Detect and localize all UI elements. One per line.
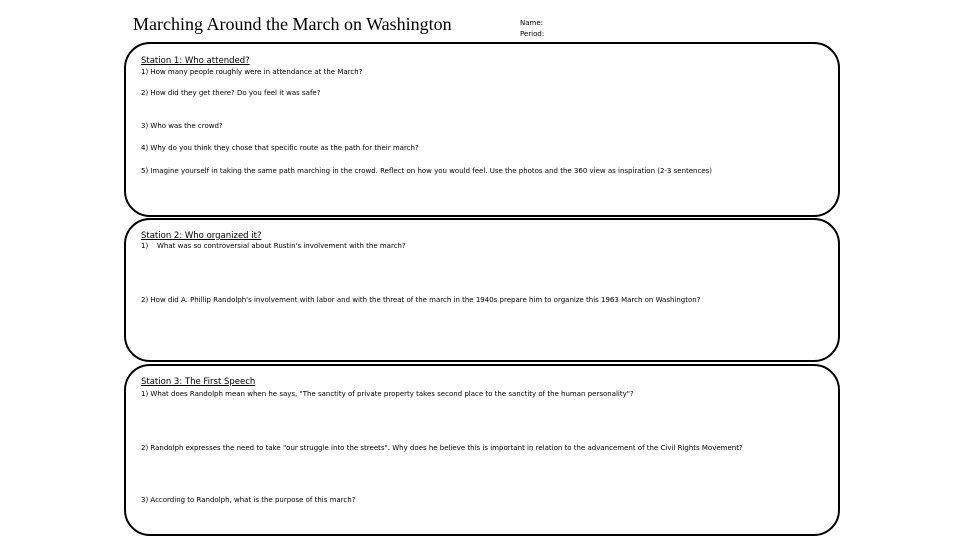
station-2-question-2: 2) How did A. Phillip Randolph's involvement with labor and with the threat of the march in the 1940s prepare him to organize this 1963 March on Washington? — [141, 296, 701, 304]
station-1-heading: Station 1: Who attended? — [141, 56, 250, 66]
station-1-question-2: 2) How did they get there? Do you feel it was safe? — [141, 89, 321, 97]
station-3-box — [124, 364, 840, 536]
worksheet-title: Marching Around the March on Washington — [133, 14, 452, 34]
period-label: Period: — [520, 30, 545, 38]
station-3-question-3: 3) According to Randolph, what is the purpose of this march? — [141, 496, 356, 504]
station-3-question-1: 1) What does Randolph mean when he says, "The sanctity of private property takes second place to the sanctity of the human personality"? — [141, 390, 634, 398]
station-2-question-1 — [141, 242, 406, 250]
station-3-question-2: 2) Randolph expresses the need to take "our struggle into the streets". Why does he believe this is important in relation to the advancement of the Civil Rights Movement? — [141, 444, 743, 452]
question-text: What was so controversial about Rustin's involvement with the march? — [157, 242, 406, 250]
station-2-box — [124, 218, 840, 362]
student-info — [520, 18, 544, 40]
station-1-question-3: 3) Who was the crowd? — [141, 122, 223, 130]
question-number: 1) — [141, 242, 149, 250]
station-1-question-1: 1) How many people roughly were in attendance at the March? — [141, 68, 363, 76]
station-1-question-5: 5) Imagine yourself in taking the same path marching in the crowd. Reflect on how you would feel. Use the photos and the 360 view as inspiration (2-3 sentences) — [141, 167, 713, 175]
station-3-heading: Station 3: The First Speech — [141, 377, 256, 387]
station-2-heading: Station 2: Who organized it? — [141, 231, 262, 241]
station-1-box — [124, 42, 840, 217]
station-1-question-4: 4) Why do you think they chose that specific route as the path for their march? — [141, 144, 419, 152]
name-label: Name: — [520, 19, 544, 27]
